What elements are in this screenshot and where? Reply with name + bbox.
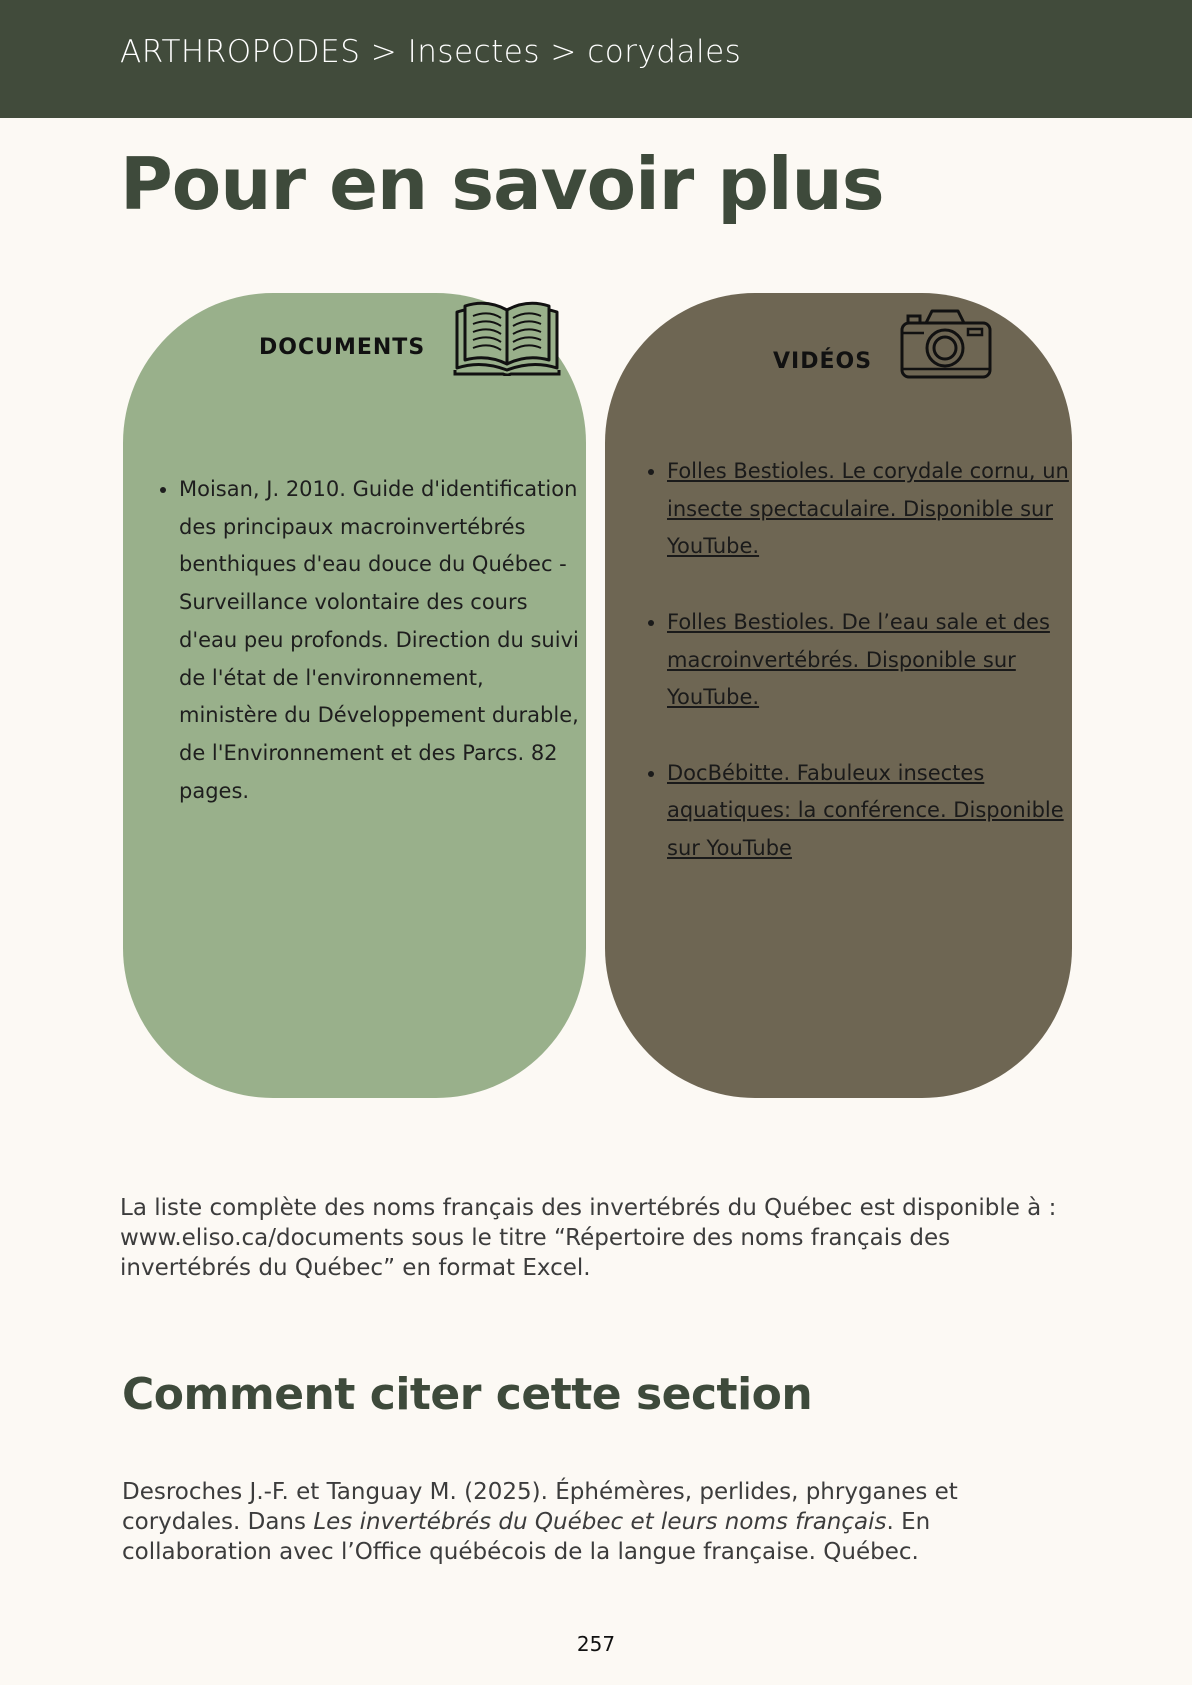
- documents-list: [137, 471, 584, 810]
- videos-heading: VIDÉOS: [773, 349, 873, 374]
- videos-card: [605, 293, 1072, 1098]
- breadcrumb: ARTHROPODES > Insectes > corydales: [120, 34, 742, 70]
- camera-icon: [900, 305, 992, 381]
- list-item: • Moisan, J. 2010. Guide d'identification des principaux macroinvertébrés benthiques d'eau douce du Québec - Surveillance volontaire des cours d'eau peu profonds. Direction du suivi de l'état de l'environnement, ministère du Développement durable, de l'Environnement et des Parcs. 82 pages.: [179, 471, 584, 810]
- page-header: [0, 0, 1192, 118]
- citation-section-title: Comment citer cette section: [122, 1369, 813, 1420]
- citation-book-title: Les invertébrés du Québec et leurs noms français: [313, 1509, 887, 1535]
- list-item: [667, 604, 1082, 717]
- list-item: [667, 755, 1082, 868]
- videos-list: [625, 453, 1082, 905]
- page-number: 257: [576, 1632, 616, 1656]
- video-link-corydale[interactable]: Folles Bestioles. Le corydale cornu, un insecte spectaculaire. Disponible sur YouTube.: [667, 459, 1069, 559]
- citation-text-after: . En collaboration avec l’Office québécois de la langue française. Québec.: [122, 1509, 931, 1565]
- invertebrates-list-note: La liste complète des noms français des invertébrés du Québec est disponible à : www.eliso.ca/documents sous le titre “Répertoire des noms français des invertébrés du Québec” en format Excel.: [120, 1195, 1057, 1281]
- documents-heading: DOCUMENTS: [259, 335, 426, 360]
- video-link-docbebitte[interactable]: DocBébitte. Fabuleux insectes aquatiques: la conférence. Disponible sur YouTube: [667, 760, 1064, 860]
- list-item: [667, 453, 1082, 566]
- citation-text: [122, 1477, 1082, 1567]
- citation-text-before: Desroches J.-F. et Tanguay M. (2025). Éphémères, perlides, phryganes et corydales. Dans: [122, 1479, 958, 1535]
- documents-card: [123, 293, 586, 1098]
- video-link-eau-sale[interactable]: Folles Bestioles. De l’eau sale et des macroinvertébrés. Disponible sur YouTube.: [667, 609, 1050, 710]
- page-title: Pour en savoir plus: [120, 142, 884, 226]
- book-icon: [453, 298, 561, 376]
